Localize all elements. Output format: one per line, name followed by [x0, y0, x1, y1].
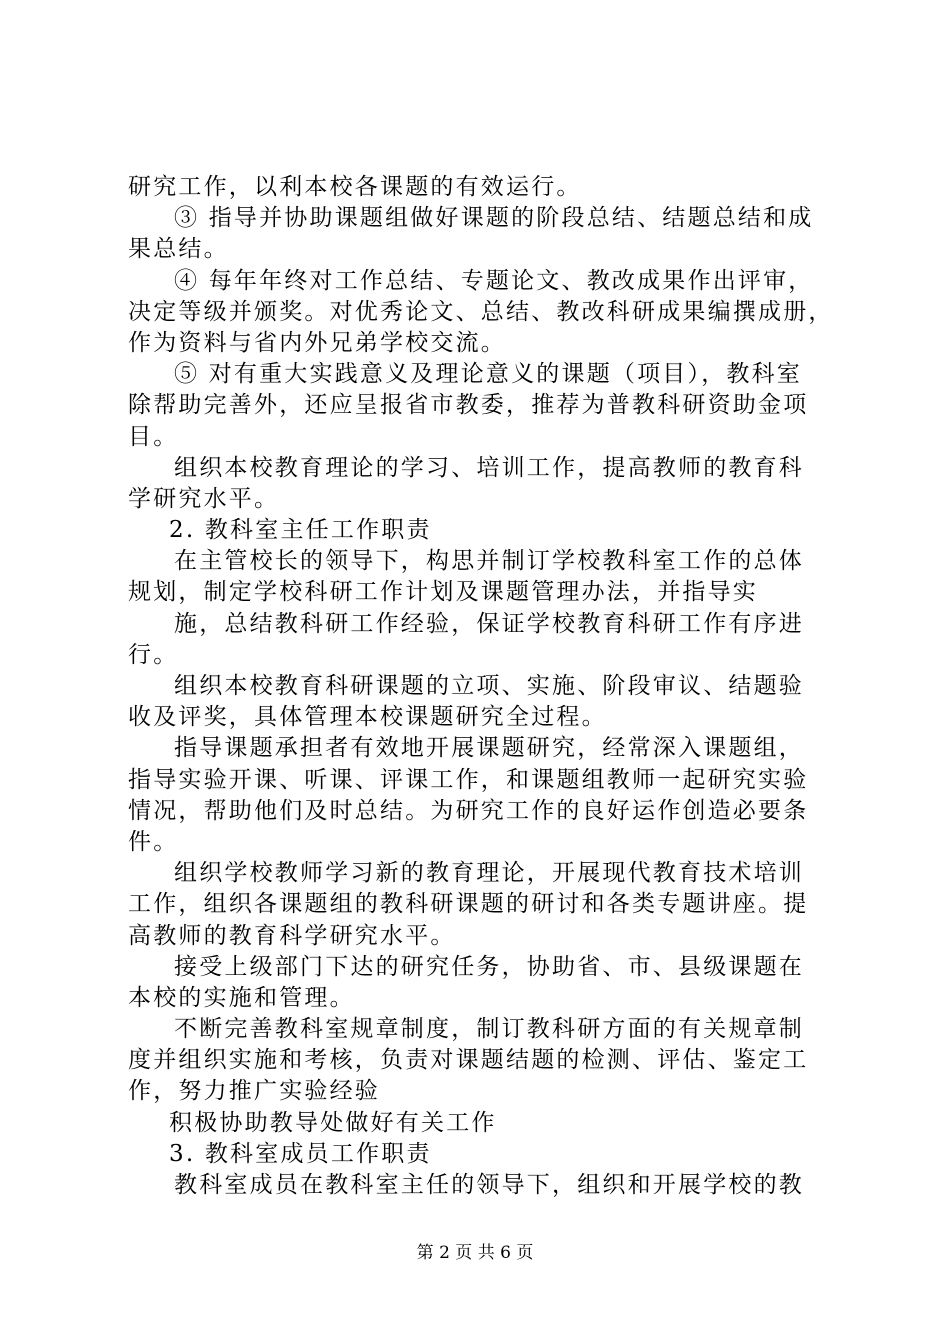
text-line: 指导课题承担者有效地开展课题研究，经常深入课题组， [174, 735, 804, 762]
text-line: 除帮助完善外，还应呈报省市教委，推荐为普教科研资助金项 [128, 392, 809, 419]
text-line: 组织学校教师学习新的教育理论，开展现代教育技术培训 [174, 860, 804, 887]
text-line: 目。 [128, 423, 179, 450]
text-line: 施，总结教科研工作经验，保证学校教育科研工作有序进 [174, 610, 804, 637]
text-line: 不断完善教科室规章制度，制订教科研方面的有关规章制 [174, 1016, 804, 1043]
text-line: 规划，制定学校科研工作计划及课题管理办法，并指导实 [128, 579, 758, 606]
text-line: 工作，组织各课题组的教科研课题的研讨和各类专题讲座。提 [128, 891, 809, 918]
text-line: 件。 [128, 828, 179, 855]
text-line: 在主管校长的领导下，构思并制订学校教科室工作的总体 [174, 548, 804, 575]
text-line: 组织本校教育理论的学习、培训工作，提高教师的教育科 [174, 454, 804, 481]
text-line: ④ 每年年终对工作总结、专题论文、教改成果作出评审， [174, 267, 814, 294]
text-line: 度并组织实施和考核，负责对课题结题的检测、评估、鉴定工 [128, 1047, 809, 1074]
text-line: ③ 指导并协助课题组做好课题的阶段总结、结题总结和成 [174, 205, 814, 232]
text-line: 高教师的教育科学研究水平。 [128, 922, 456, 949]
text-line: 收及评奖，具体管理本校课题研究全过程。 [128, 704, 607, 731]
text-line: 组织本校教育科研课题的立项、实施、阶段审议、结题验 [174, 673, 804, 699]
text-line: 作，努力推广实验经验 [128, 1078, 380, 1105]
text-line: 教科室成员在教科室主任的领导下，组织和开展学校的教 [174, 1172, 804, 1198]
section-heading: 3. 教科室成员工作职责 [169, 1140, 432, 1167]
text-line: 作为资料与省内外兄弟学校交流。 [128, 329, 506, 356]
text-line: 积极协助教导处做好有关工作 [169, 1109, 497, 1136]
section-heading: 2. 教科室主任工作职责 [169, 517, 432, 544]
text-line: 研究工作，以利本校各课题的有效运行。 [128, 174, 582, 200]
text-line: ⑤ 对有重大实践意义及理论意义的课题（项目），教科室 [174, 361, 803, 388]
text-line: 接受上级部门下达的研究任务，协助省、市、县级课题在 [174, 953, 804, 980]
document-body [128, 172, 838, 1201]
text-line: 行。 [128, 641, 179, 668]
text-line: 指导实验开课、听课、评课工作，和课题组教师一起研究实验 [128, 766, 809, 793]
text-line: 情况，帮助他们及时总结。为研究工作的良好运作创造必要条 [128, 797, 809, 824]
text-line: 决定等级并颁奖。对优秀论文、总结、教改科研成果编撰成册， [128, 298, 834, 325]
text-line: 学研究水平。 [128, 485, 280, 512]
page-number-footer: 第 2 页 共 6 页 [416, 1243, 534, 1263]
text-line: 果总结。 [128, 236, 229, 263]
text-line: 本校的实施和管理。 [128, 984, 355, 1011]
